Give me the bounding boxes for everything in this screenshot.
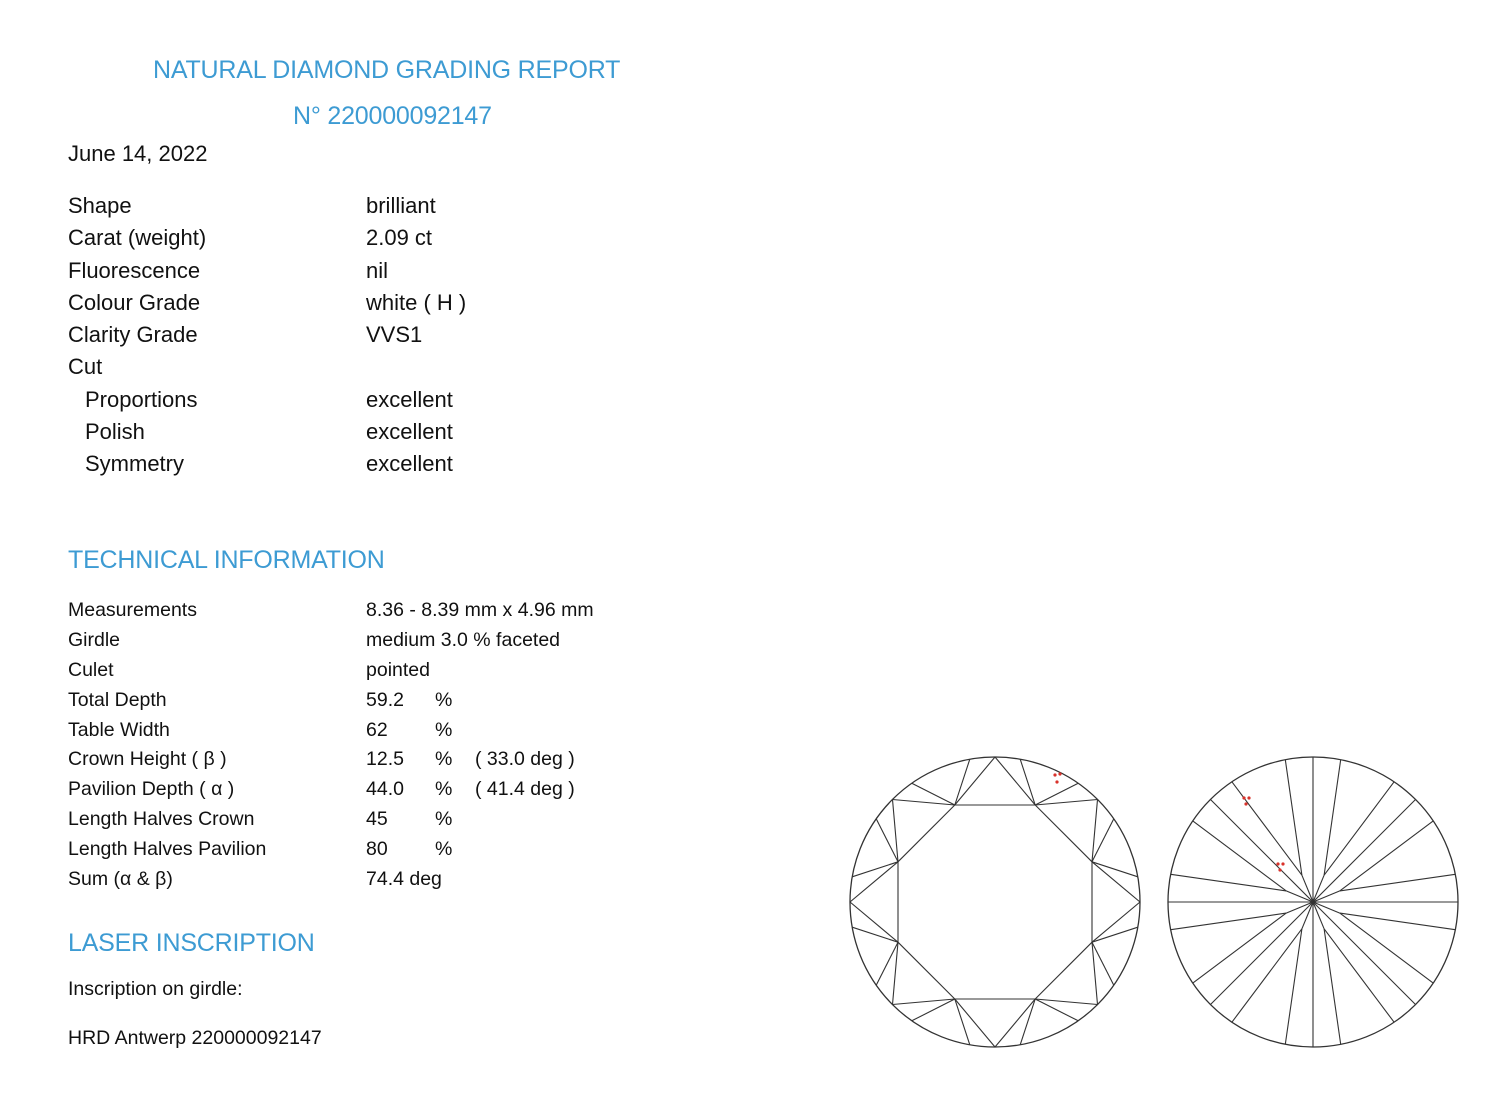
technical-label: Table Width (68, 718, 170, 741)
technical-unit: % (435, 748, 453, 771)
lower-girdle-edge (1340, 913, 1433, 983)
grading-value: excellent (366, 419, 453, 445)
lower-girdle-edge (1324, 760, 1341, 876)
lower-girdle-edge (1171, 913, 1287, 930)
upper-girdle-edge (955, 759, 970, 805)
inclusion-mark (1242, 796, 1245, 799)
upper-girdle-edge (852, 862, 898, 877)
crown-clarity-plot (845, 752, 1145, 1052)
technical-unit: % (435, 838, 453, 861)
upper-girdle-edge (1092, 862, 1138, 877)
grading-label: Colour Grade (68, 289, 201, 315)
technical-value: 59.2 (366, 688, 404, 711)
inclusion-mark (1278, 868, 1281, 871)
grading-value: excellent (366, 386, 453, 412)
technical-unit: % (435, 778, 453, 801)
upper-girdle-edge (1092, 927, 1138, 942)
technical-value: 44.0 (366, 778, 404, 801)
technical-angle: ( 41.4 deg ) (475, 778, 575, 801)
lower-girdle-edge (1340, 821, 1433, 891)
technical-label: Length Halves Pavilion (68, 838, 267, 861)
grading-value: VVS1 (366, 322, 423, 348)
star-facet-edge (955, 757, 995, 805)
upper-girdle-edge (955, 999, 970, 1045)
report-title: NATURAL DIAMOND GRADING REPORT (153, 56, 621, 84)
star-facet-edge (850, 862, 898, 902)
grading-value: excellent (366, 451, 453, 477)
technical-value: medium 3.0 % faceted (366, 628, 561, 651)
lower-girdle-edge (1324, 929, 1341, 1045)
lower-girdle-edge (1285, 760, 1302, 876)
technical-information-heading: TECHNICAL INFORMATION (68, 546, 385, 574)
lower-girdle-edge (1285, 929, 1302, 1045)
table-edge (898, 942, 955, 999)
grading-label: Carat (weight) (68, 225, 207, 251)
grading-value: nil (366, 257, 389, 283)
star-facet-edge (995, 757, 1035, 805)
inclusion-mark (1247, 796, 1250, 799)
star-facet-edge (955, 999, 995, 1047)
pavilion-main-edge (1211, 800, 1314, 903)
upper-girdle-edge (852, 927, 898, 942)
report-date: June 14, 2022 (68, 141, 208, 166)
pavilion-main-edge (1211, 902, 1314, 1005)
technical-label: Measurements (68, 599, 197, 621)
grading-label: Clarity Grade (68, 322, 198, 348)
inscription-label: Inscription on girdle: (68, 978, 243, 1000)
technical-value: 12.5 (366, 748, 404, 771)
inclusion-mark (1244, 802, 1247, 805)
lower-girdle-edge (1193, 913, 1286, 983)
technical-value: pointed (366, 658, 430, 681)
table-edge (1035, 942, 1092, 999)
technical-label: Culet (68, 658, 114, 681)
table-edge (898, 805, 955, 862)
grading-label: Fluorescence (68, 257, 201, 283)
inclusion-mark (1055, 780, 1058, 783)
lower-girdle-edge (1324, 782, 1394, 875)
pavilion-main-edge (1313, 902, 1416, 1005)
technical-label: Crown Height ( β ) (68, 748, 227, 771)
technical-value: 80 (366, 838, 388, 861)
lower-girdle-edge (1171, 874, 1287, 891)
technical-label: Sum (α & β) (68, 868, 173, 891)
technical-unit: % (435, 718, 453, 741)
lower-girdle-edge (1232, 782, 1302, 875)
technical-value: 62 (366, 718, 388, 741)
laser-inscription-heading: LASER INSCRIPTION (68, 929, 315, 957)
star-facet-edge (850, 902, 898, 942)
grading-label: Polish (85, 419, 145, 445)
star-facet-edge (1092, 902, 1140, 942)
inclusion-mark (1281, 862, 1284, 865)
technical-value: 45 (366, 808, 388, 831)
technical-value: 8.36 - 8.39 mm x 4.96 mm (366, 599, 594, 621)
technical-label: Pavilion Depth ( α ) (68, 778, 235, 801)
technical-label: Length Halves Crown (68, 808, 255, 831)
inclusion-mark (1053, 773, 1056, 776)
grading-label: Shape (68, 193, 132, 218)
technical-label: Girdle (68, 628, 121, 651)
star-facet-edge (995, 999, 1035, 1047)
technical-angle: ( 33.0 deg ) (475, 748, 575, 771)
lower-girdle-edge (1232, 929, 1302, 1022)
star-facet-edge (1092, 862, 1140, 902)
inclusion-mark (1058, 772, 1061, 775)
lower-girdle-edge (1340, 874, 1456, 891)
upper-girdle-edge (1020, 759, 1035, 805)
grading-label: Proportions (85, 386, 198, 412)
technical-unit: % (435, 688, 453, 711)
grading-value: brilliant (366, 193, 436, 218)
report-number: N° 220000092147 (293, 102, 492, 130)
technical-unit: % (435, 808, 453, 831)
lower-girdle-edge (1324, 929, 1394, 1022)
pavilion-clarity-plot (1163, 752, 1463, 1052)
technical-label: Total Depth (68, 688, 167, 711)
grading-label: Symmetry (85, 451, 184, 477)
lower-girdle-edge (1340, 913, 1456, 930)
pavilion-main-edge (1313, 800, 1416, 903)
girdle-outline (850, 757, 1140, 1047)
inclusion-mark (1276, 862, 1279, 865)
upper-girdle-edge (1020, 999, 1035, 1045)
grading-value: 2.09 ct (366, 225, 433, 251)
grading-label: Cut (68, 354, 103, 380)
technical-value: 74.4 deg (366, 868, 442, 891)
lower-girdle-edge (1193, 821, 1286, 891)
grading-value: white ( H ) (366, 289, 467, 315)
table-edge (1035, 805, 1092, 862)
inscription-text: HRD Antwerp 220000092147 (68, 1027, 322, 1049)
